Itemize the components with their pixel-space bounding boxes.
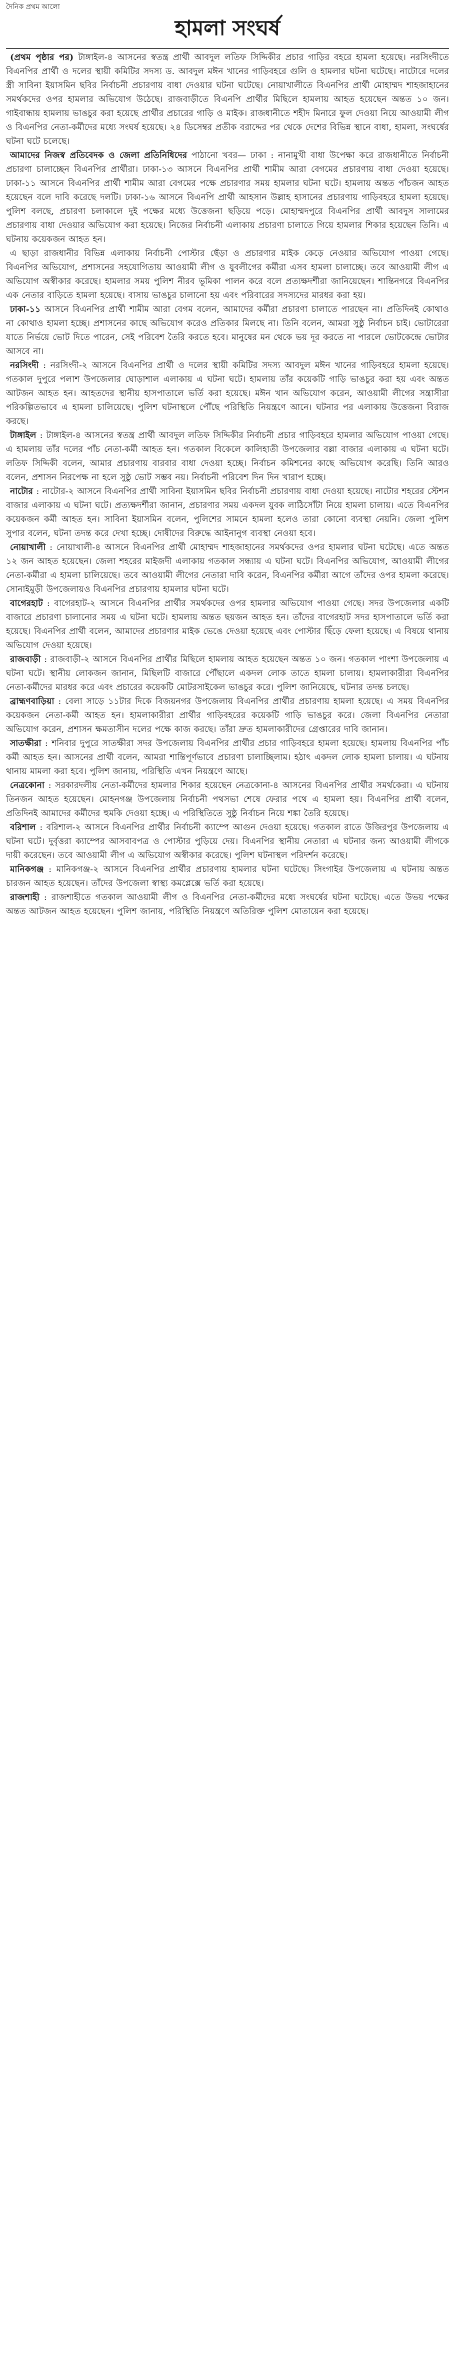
district-report-paragraph xyxy=(6,429,449,485)
district-name: নেত্রকোনা xyxy=(10,781,45,791)
district-report-text: : নরসিংদী-২ আসনে বিএনপির প্রার্থী ও দলের স্থায়ী কমিটির সদস্য আবদুল মঈন খানের গাড়িবহরে হামলা হয়েছে। গতকাল দুপুরে পলাশ উপজেলার ঘোড়াশাল এলাকায় এ ঘটনা ঘটে। হামলায় তাঁর কয়েকটি গাড়ি ভাঙচুর করা হয় এবং অন্তত আটজন আহত হন। আহতদের স্থানীয় হাসপাতালে ভর্তি করা হয়েছে। মঈন খান অভিযোগ করেন, আওয়ামী লীগের সন্ত্রাসীরা পরিকল্পিতভাবে এ হামলা চালিয়েছে। পুলিশ ঘটনাস্থলে পৌঁছে পরিস্থিতি নিয়ন্ত্রণে আনে। ঘটনার পর এলাকায় উত্তেজনা বিরাজ করছে। xyxy=(6,361,449,427)
district-name: নরসিংদী xyxy=(10,361,39,371)
article-body xyxy=(6,51,449,919)
district-name: নাটোর xyxy=(10,487,33,497)
district-report-paragraph xyxy=(6,891,449,919)
district-report-text: : বাগেরহাট-২ আসনে বিএনপির প্রার্থীর সমর্থকদের ওপর হামলার অভিযোগ পাওয়া গেছে। সদর উপজেলার একটি বাজারে প্রচারণা চালানোর সময় এ ঘটনা ঘটে। হামলায় অন্তত ছয়জন আহত হন। তাঁদের বাগেরহাট সদর হাসপাতালে ভর্তি করা হয়েছে। বিএনপির প্রার্থী বলেন, আমাদের প্রচারণার মাইক ভেঙে দেওয়া হয়েছে এবং পোস্টার ছিঁড়ে ফেলা হয়েছে। এ বিষয়ে থানায় অভিযোগ দেওয়া হয়েছে। xyxy=(6,599,450,651)
reporters-kicker: আমাদের নিজস্ব প্রতিবেদক ও জেলা প্রতিনিধিদের xyxy=(10,151,188,161)
district-name: রাজবাড়ী xyxy=(10,655,41,665)
district-name: বাগেরহাট xyxy=(10,599,43,609)
masthead: দৈনিক প্রথম আলো xyxy=(6,3,60,11)
district-report-paragraph xyxy=(6,863,449,891)
district-report-text: এ ছাড়া রাজধানীর বিভিন্ন এলাকায় নির্বাচনী পোস্টার ছেঁড়া ও প্রচারণার মাইক কেড়ে নেওয়ার অভিযোগ পাওয়া গেছে। বিএনপির অভিযোগ, প্রশাসনের সহযোগিতায় আওয়ামী লীগ ও যুবলীগের কর্মীরা এসব হামলা চালাচ্ছে। তবে আওয়ামী লীগ এ অভিযোগ অস্বীকার করেছে। হামলার সময় পুলিশ নীরব ভূমিকা পালন করে বলে প্রত্যক্ষদর্শীরা জানিয়েছেন। শান্তিনগরে বিএনপির এক নেতার বাড়িতে হামলা হয়েছে। বাসায় ভাঙচুর চালানো হয় এবং পরিবারের সদস্যদের মারধর করা হয়। xyxy=(6,249,449,301)
district-report-paragraph xyxy=(6,653,449,695)
district-name: বরিশাল xyxy=(10,823,36,833)
reporters-text: পাঠানো খবর— ঢাকা : নানামুখী বাধা উপেক্ষা করে রাজধানীতে নির্বাচনী প্রচারণা চালাচ্ছেন বিএনপির প্রার্থীরা। ঢাকা-১৩ আসনে বিএনপির প্রার্থী শামীম আরা বেগমের প্রচারণায় বাধা দেওয়া হয়েছে। ঢাকা-১১ আসনে বিএনপির প্রার্থী শামীম আরা বেগমের পক্ষে প্রচারণার সময় হামলার ঘটনা ঘটে। হামলায় অন্তত পাঁচজন আহত হয়েছেন বলে দাবি করেছে দলটি। ঢাকা-১৬ আসনে বিএনপি প্রার্থী আহসান উল্লাহ হাসানের প্রচারণায় গাড়িবহরে হামলা হয়েছে। পুলিশ বলছে, প্রচারণা চলাকালে দুই পক্ষের মধ্যে উত্তেজনা ছড়িয়ে পড়ে। মোহাম্মদপুরে বিএনপির প্রার্থী আবদুস সালামের প্রচারণায় বাধা দেওয়ার অভিযোগ করা হয়েছে। নিজের নির্বাচনী এলাকায় প্রচারণা চালাতে গিয়ে হামলার শিকার হয়েছেন তিনি। এ ঘটনায় কয়েকজন আহত হন। xyxy=(6,151,449,245)
district-report-paragraph xyxy=(6,695,449,737)
district-name: রাজশাহী xyxy=(10,893,40,903)
district-report-paragraph xyxy=(6,737,449,779)
intro-paragraph xyxy=(6,51,449,149)
district-report-text: : শনিবার দুপুরে সাতক্ষীরা সদর উপজেলায় বিএনপির প্রার্থীর প্রচার গাড়িবহরে হামলা হয়েছে। হামলায় বিএনপির পাঁচ কর্মী আহত হন। আসনের প্রার্থী বলেন, আমরা শান্তিপূর্ণভাবে প্রচারণা চালাচ্ছিলাম। হঠাৎ একদল লোক হামলা চালায়। এ ঘটনায় থানায় মামলা করা হবে। পুলিশ জানায়, পরিস্থিতি এখন নিয়ন্ত্রণে আছে। xyxy=(6,739,449,777)
district-report-text: : রাজবাড়ী-২ আসনে বিএনপির প্রার্থীর মিছিলে হামলায় আহত হয়েছেন অন্তত ১০ জন। গতকাল পাংশা উপজেলায় এ ঘটনা ঘটে। স্থানীয় লোকজন জানান, মিছিলটি বাজারে পৌঁছালে একদল লোক তাতে হামলা চালায়। হামলাকারীরা বিএনপির নেতা-কর্মীদের মারধর করে এবং প্রচারের কয়েকটি মোটরসাইকেল ভাঙচুর করে। পুলিশ জানিয়েছে, ঘটনার তদন্ত চলছে। xyxy=(6,655,450,693)
district-reports xyxy=(6,247,449,919)
district-name: নোয়াখালী xyxy=(10,543,46,553)
headline: হামলা সংঘর্ষ xyxy=(6,14,449,49)
district-report-paragraph xyxy=(6,485,449,541)
district-report-paragraph xyxy=(6,359,449,429)
district-report-text: : রাজশাহীতে গতকাল আওয়ামী লীগ ও বিএনপির নেতা-কর্মীদের মধ্যে সংঘর্ষের ঘটনা ঘটেছে। এতে উভয় পক্ষের অন্তত আটজন আহত হয়েছেন। পুলিশ জানায়, পরিস্থিতি নিয়ন্ত্রণে অতিরিক্ত পুলিশ মোতায়েন করা হয়েছে। xyxy=(6,893,450,917)
district-report-text: : টাঙ্গাইল-৪ আসনের স্বতন্ত্র প্রার্থী আবদুল লতিফ সিদ্দিকীর নির্বাচনী প্রচার গাড়িবহরে হামলার অভিযোগ পাওয়া গেছে। এ হামলায় তাঁর দলের পাঁচ নেতা-কর্মী আহত হন। গতকাল বিকেলে কালিহাতী উপজেলার বল্লা বাজার এলাকায় এ ঘটনা ঘটে। লতিফ সিদ্দিকী বলেন, আমার প্রচারণায় বারবার বাধা দেওয়া হচ্ছে। নির্বাচন কমিশনের কাছে অভিযোগ করেছি। তিনি আরও বলেন, প্রশাসন নিরপেক্ষ না হলে সুষ্ঠু ভোট সম্ভব নয়। নির্বাচনী পরিবেশ দিন দিন খারাপ হচ্ছে। xyxy=(6,431,450,483)
continuation-kicker: (প্রথম পৃষ্ঠার পর) xyxy=(10,53,74,63)
district-name: ঢাকা-১১ xyxy=(10,305,41,315)
district-report-paragraph xyxy=(6,303,449,359)
district-report-text: : সরকারদলীয় নেতা-কর্মীদের হামলার শিকার হয়েছেন নেত্রকোনা-৪ আসনের বিএনপির প্রার্থীর সমর্থকেরা। এ ঘটনায় তিনজন আহত হয়েছেন। মোহনগঞ্জ উপজেলায় নির্বাচনী পথসভা শেষে ফেরার পথে এ হামলা হয়। বিএনপির প্রার্থী বলেন, প্রতিদিনই আমাদের কর্মীদের হুমকি দেওয়া হচ্ছে। এ পরিস্থিতিতে সুষ্ঠু নির্বাচন নিয়ে শঙ্কা তৈরি হয়েছে। xyxy=(6,781,449,819)
district-name: টাঙ্গাইল xyxy=(10,431,37,441)
district-name: ব্রাহ্মণবাড়িয়া xyxy=(10,697,55,707)
district-name: মানিকগঞ্জ xyxy=(10,865,44,875)
district-report-paragraph xyxy=(6,779,449,821)
reporters-paragraph xyxy=(6,149,449,247)
intro-text: টাঙ্গাইল-৪ আসনের স্বতন্ত্র প্রার্থী আবদুল লতিফ সিদ্দিকীর প্রচার গাড়ির বহরে হামলা হয়েছে। নরসিংদীতে বিএনপির প্রার্থী ও দলের স্থায়ী কমিটির সদস্য ড. আবদুল মঈন খানের গাড়িবহরে গুলি ও হামলার ঘটনা ঘটেছে। নাটোরে দলের স্ত্রী সাবিনা ইয়াসমিন ছবির নির্বাচনী প্রচারণায় বাধা দেওয়ার ঘটনা ঘটেছে। নোয়াখালীতে বিএনপির প্রার্থী মোহাম্মদ শাহজাহানের সমর্থকদের ওপর হামলার অভিযোগ উঠেছে। রাজবাড়ীতে বিএনপি প্রার্থীর মিছিলে হামলায় আহত হয়েছেন অন্তত ১০ জন। গাইবান্ধায় হামলায় ভাঙচুর করা হয়েছে প্রার্থীর প্রচারের গাড়ি ও মাইক। রাজধানীতে শহীদ মিনারে ফুল দেওয়া নিয়ে আওয়ামী লীগ ও বিএনপির নেতা-কর্মীদের মধ্যে সংঘর্ষ হয়েছে। ২৪ ডিসেম্বর প্রতীক বরাদ্দের পর থেকে দেশের বিভিন্ন স্থানে বাধা, হামলা, সংঘর্ষের ঘটনা ঘটে চলেছে। xyxy=(6,53,449,147)
district-report-paragraph xyxy=(6,821,449,863)
district-name: সাতক্ষীরা xyxy=(10,739,42,749)
district-report-text: : মানিকগঞ্জ-২ আসনে বিএনপির প্রার্থীর প্রচারণায় হামলার ঘটনা ঘটেছে। সিংগাইর উপজেলায় এ ঘটনায় অন্তত চারজন আহত হয়েছেন। তাঁদের উপজেলা স্বাস্থ্য কমপ্লেক্সে ভর্তি করা হয়েছে। xyxy=(6,865,449,889)
district-report-paragraph xyxy=(6,541,449,597)
district-report-text: : নাটোর-২ আসনে বিএনপির প্রার্থী সাবিনা ইয়াসমিন ছবির নির্বাচনী প্রচারণায় বাধা দেওয়া হয়েছে। নাটোর শহরের স্টেশন বাজার এলাকায় এ ঘটনা ঘটে। প্রত্যক্ষদর্শীরা জানান, প্রচারণার সময় একদল যুবক লাঠিসোঁটা নিয়ে হামলা চালায়। এতে বিএনপির কয়েকজন কর্মী আহত হন। সাবিনা ইয়াসমিন বলেন, পুলিশের সামনে হামলা হলেও তারা কোনো ব্যবস্থা নেয়নি। জেলা পুলিশ সুপার বলেন, ঘটনা তদন্ত করে দেখা হচ্ছে। দোষীদের বিরুদ্ধে আইনানুগ ব্যবস্থা নেওয়া হবে। xyxy=(6,487,449,539)
district-report-text: আসনে বিএনপির প্রার্থী শামীম আরা বেগম বলেন, আমাদের কর্মীরা প্রচারণা চালাতে পারছেন না। প্রতিদিনই কোথাও না কোথাও হামলা হচ্ছে। প্রশাসনের কাছে অভিযোগ করেও প্রতিকার মিলছে না। তিনি বলেন, আমরা সুষ্ঠু নির্বাচন চাই। ভোটারেরা যাতে নির্ভয়ে ভোট দিতে পারেন, সেই পরিবেশ তৈরি করতে হবে। মানুষের মন থেকে ভয় দূর করতে না পারলে ভোটকেন্দ্রে ভোটার আসবে না। xyxy=(6,305,449,357)
district-report-paragraph xyxy=(6,597,449,653)
district-report-text: : নোয়াখালী-৪ আসনে বিএনপির প্রার্থী মোহাম্মদ শাহজাহানের সমর্থকদের ওপর হামলার ঘটনা ঘটেছে। এতে অন্তত ১২ জন আহত হয়েছেন। জেলা শহরের মাইজদী এলাকায় গতকাল সন্ধ্যায় এ ঘটনা ঘটে। বিএনপির অভিযোগ, আওয়ামী লীগের নেতা-কর্মীরা এ হামলা চালিয়েছে। তবে আওয়ামী লীগের নেতারা দাবি করেন, বিএনপির কর্মীরা আগে তাঁদের ওপর হামলা করেছে। সোনাইমুড়ী উপজেলায়ও বিএনপির প্রচারণায় হামলার ঘটনা ঘটে। xyxy=(6,543,450,595)
district-report-text: : বেলা সাড়ে ১১টার দিকে বিজয়নগর উপজেলায় বিএনপির প্রার্থীর প্রচারণায় হামলা হয়েছে। এ সময় বিএনপির কয়েকজন নেতা-কর্মী আহত হন। হামলাকারীরা প্রার্থীর গাড়িবহরের কয়েকটি গাড়ি ভাঙচুর করে। জেলা বিএনপির নেতারা অভিযোগ করেন, প্রশাসন ক্ষমতাসীন দলের পক্ষে কাজ করছে। তাঁরা দ্রুত হামলাকারীদের গ্রেপ্তারের দাবি জানান। xyxy=(6,697,450,735)
district-report-text: : বরিশাল-২ আসনে বিএনপির প্রার্থীর নির্বাচনী ক্যাম্পে আগুন দেওয়া হয়েছে। গতকাল রাতে উজিরপুর উপজেলায় এ ঘটনা ঘটে। দুর্বৃত্তরা ক্যাম্পের আসবাবপত্র ও পোস্টার পুড়িয়ে দেয়। বিএনপির স্থানীয় নেতারা এ ঘটনার জন্য আওয়ামী লীগকে দায়ী করেছেন। তবে আওয়ামী লীগ এ অভিযোগ অস্বীকার করেছে। পুলিশ ঘটনাস্থল পরিদর্শন করেছে। xyxy=(6,823,450,861)
district-report-paragraph xyxy=(6,247,449,303)
